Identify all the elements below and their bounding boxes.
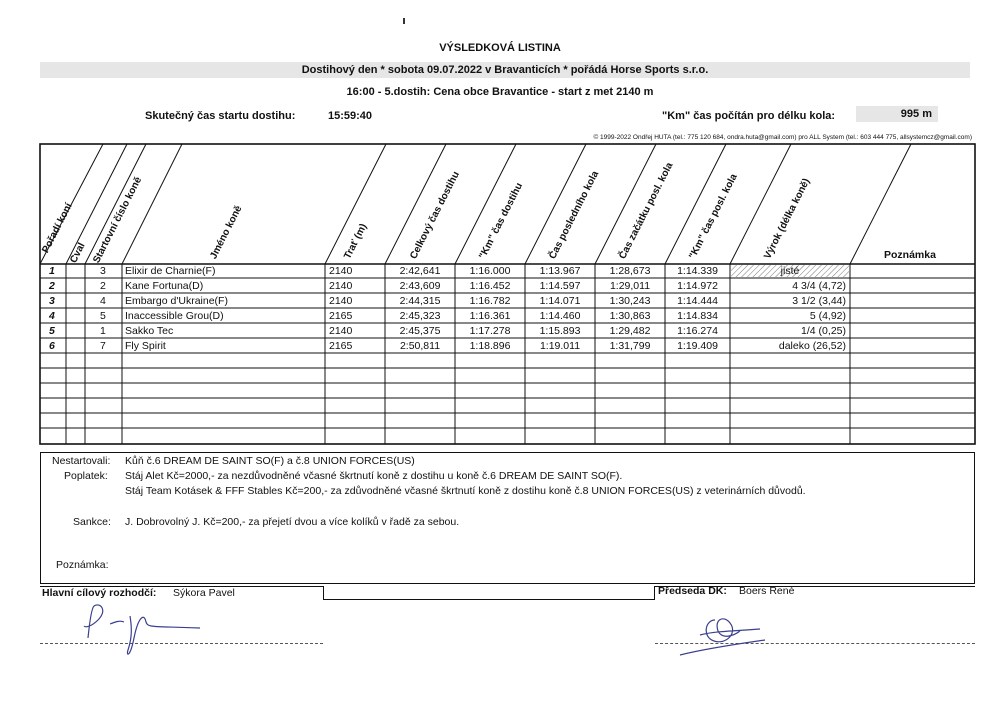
row-6-posledni: 1:19.011 [539, 340, 581, 352]
col-header-cislo: Startovní číslo koně [91, 175, 145, 265]
row-1-km: 1:16.000 [469, 265, 511, 277]
row-4-km-posl: 1:14.834 [677, 310, 718, 322]
row-1-zacatek: 1:28,673 [609, 265, 651, 277]
document-title: VÝSLEDKOVÁ LISTINA [439, 42, 561, 54]
row-3-poradi: 3 [49, 295, 55, 307]
col-header-zacatek: Čas začátku posl. kola [617, 160, 676, 261]
row-5-celkovy: 2:45,375 [399, 325, 441, 337]
copyright-line: © 1999-2022 Ondřej HUTA (tel.: 775 120 684, ondra.huta@gmail.com) pro ALL System (tel.: 603 444 775, allsystemcz@gmail.com) [593, 134, 972, 141]
row-3-trat: 2140 [329, 295, 353, 307]
sankce-label: Sankce: [73, 516, 111, 528]
sankce-text: J. Dobrovolný J. Kč=200,- za přejetí dvou a více kolíků v řadě za sebou. [125, 516, 460, 528]
row-1-trat: 2140 [329, 265, 353, 277]
col-header-jmeno: Jméno koně [208, 204, 245, 261]
row-1-km-posl: 1:14.339 [677, 265, 718, 277]
row-6-km: 1:18.896 [469, 340, 511, 352]
row-2-celkovy: 2:43,609 [399, 280, 441, 292]
poplatek-text-2: Stáj Team Kotásek & FFF Stables Kč=200,- za zdůvodněné včasné škrtnutí koně z dostihu koně č.8 UNION FORCES(US) z veterinárních důvodů. [125, 485, 806, 497]
row-3-jmeno: Embargo d'Ukraine(F) [125, 295, 228, 307]
row-3-cislo: 4 [100, 295, 106, 307]
row-4-trat: 2165 [329, 310, 353, 322]
chair-label: Předseda DK: [658, 585, 727, 597]
row-2-poradi: 2 [49, 280, 55, 292]
nestartovali-text: Kůň č.6 DREAM DE SAINT SO(F) a č.8 UNION FORCES(US) [125, 455, 415, 467]
row-5-zacatek: 1:29,482 [609, 325, 651, 337]
row-6-km-posl: 1:19.409 [677, 340, 718, 352]
row-5-posledni: 1:15.893 [539, 325, 581, 337]
col-header-km-posl: "Km" čas posl. kola [687, 172, 740, 261]
row-5-vyrok: 1/4 (0,25) [801, 325, 846, 337]
row-3-km: 1:16.782 [469, 295, 511, 307]
nestartovali-label: Nestartovali: [52, 455, 111, 467]
judge-signature [60, 598, 240, 668]
judge-name: Sýkora Pavel [173, 587, 235, 599]
row-2-km: 1:16.452 [469, 280, 511, 292]
judge-label: Hlavní cílový rozhodčí: [42, 587, 157, 599]
row-2-posledni: 1:14.597 [539, 280, 581, 292]
row-1-poradi: 1 [49, 265, 55, 277]
row-4-posledni: 1:14.460 [539, 310, 581, 322]
row-6-cislo: 7 [100, 340, 106, 352]
row-2-zacatek: 1:29,011 [609, 280, 651, 292]
row-5-trat: 2140 [329, 325, 353, 337]
row-5-km-posl: 1:16.274 [677, 325, 718, 337]
start-time-label: Skutečný čas startu dostihu: [145, 110, 296, 122]
km-length-value: 995 m [856, 106, 938, 122]
row-6-poradi: 6 [49, 340, 55, 352]
row-1-celkovy: 2:42,641 [399, 265, 441, 277]
row-4-zacatek: 1:30,863 [609, 310, 651, 322]
row-3-km-posl: 1:14.444 [677, 295, 718, 307]
row-5-poradi: 5 [49, 325, 55, 337]
col-header-poradi: Pořadí koní [40, 201, 75, 255]
row-6-celkovy: 2:50,811 [399, 340, 441, 352]
poplatek-text-1: Stáj Alet Kč=2000,- za nezdůvodněné včasné škrtnutí koně z dostihu u koně č.6 DREAM DE SAINT SO(F). [125, 470, 623, 482]
row-4-vyrok: 5 (4,92) [809, 310, 846, 322]
row-6-jmeno: Fly Spirit [125, 340, 166, 352]
col-header-vyrok: Výrok (délka koně) [762, 176, 813, 261]
punch-mark [403, 18, 405, 24]
row-1-vyrok: jisté [780, 265, 800, 277]
row-5-cislo: 1 [100, 325, 106, 337]
row-4-cislo: 5 [100, 310, 106, 322]
row-4-jmeno: Inaccessible Grou(D) [125, 310, 224, 322]
race-line: 16:00 - 5.dostih: Cena obce Bravantice - start z met 2140 m [346, 86, 654, 98]
row-6-zacatek: 1:31,799 [609, 340, 651, 352]
row-6-trat: 2165 [329, 340, 353, 352]
col-header-celkovy: Celkový čas dostihu [408, 169, 462, 261]
row-3-zacatek: 1:30,243 [609, 295, 651, 307]
row-3-posledni: 1:14.071 [539, 295, 581, 307]
row-6-vyrok: daleko (26,52) [778, 340, 846, 352]
row-2-trat: 2140 [329, 280, 353, 292]
col-header-cval: Cval [68, 241, 88, 265]
chair-signature [670, 605, 780, 665]
row-4-celkovy: 2:45,323 [399, 310, 441, 322]
race-day-line: Dostihový den * sobota 09.07.2022 v Bravanticích * pořádá Horse Sports s.r.o. [40, 62, 970, 78]
start-time-value: 15:59:40 [328, 110, 373, 122]
poznamka-label: Poznámka: [56, 559, 109, 571]
row-5-km: 1:17.278 [469, 325, 511, 337]
row-2-jmeno: Kane Fortuna(D) [125, 280, 204, 292]
row-3-celkovy: 2:44,315 [399, 295, 441, 307]
col-header-posledni: Čas posledního kola [547, 169, 602, 261]
row-2-km-posl: 1:14.972 [677, 280, 718, 292]
col-header-poznamka: Poznámka [884, 249, 936, 261]
col-header-km: "Km" čas dostihu [477, 181, 526, 261]
row-1-jmeno: Elixir de Charnie(F) [125, 265, 216, 277]
row-4-km: 1:16.361 [469, 310, 511, 322]
col-header-trat: Trať (m) [342, 222, 370, 261]
row-3-vyrok: 3 1/2 (3,44) [792, 295, 846, 307]
row-1-posledni: 1:13.967 [539, 265, 581, 277]
poplatek-label: Poplatek: [64, 470, 108, 482]
row-5-jmeno: Sakko Tec [125, 325, 174, 337]
row-2-vyrok: 4 3/4 (4,72) [792, 280, 846, 292]
km-length-label: "Km" čas počítán pro délku kola: [662, 110, 836, 122]
row-1-cislo: 3 [100, 265, 106, 277]
chair-name: Boers René [739, 585, 795, 597]
row-4-poradi: 4 [49, 310, 55, 322]
row-2-cislo: 2 [100, 280, 106, 292]
